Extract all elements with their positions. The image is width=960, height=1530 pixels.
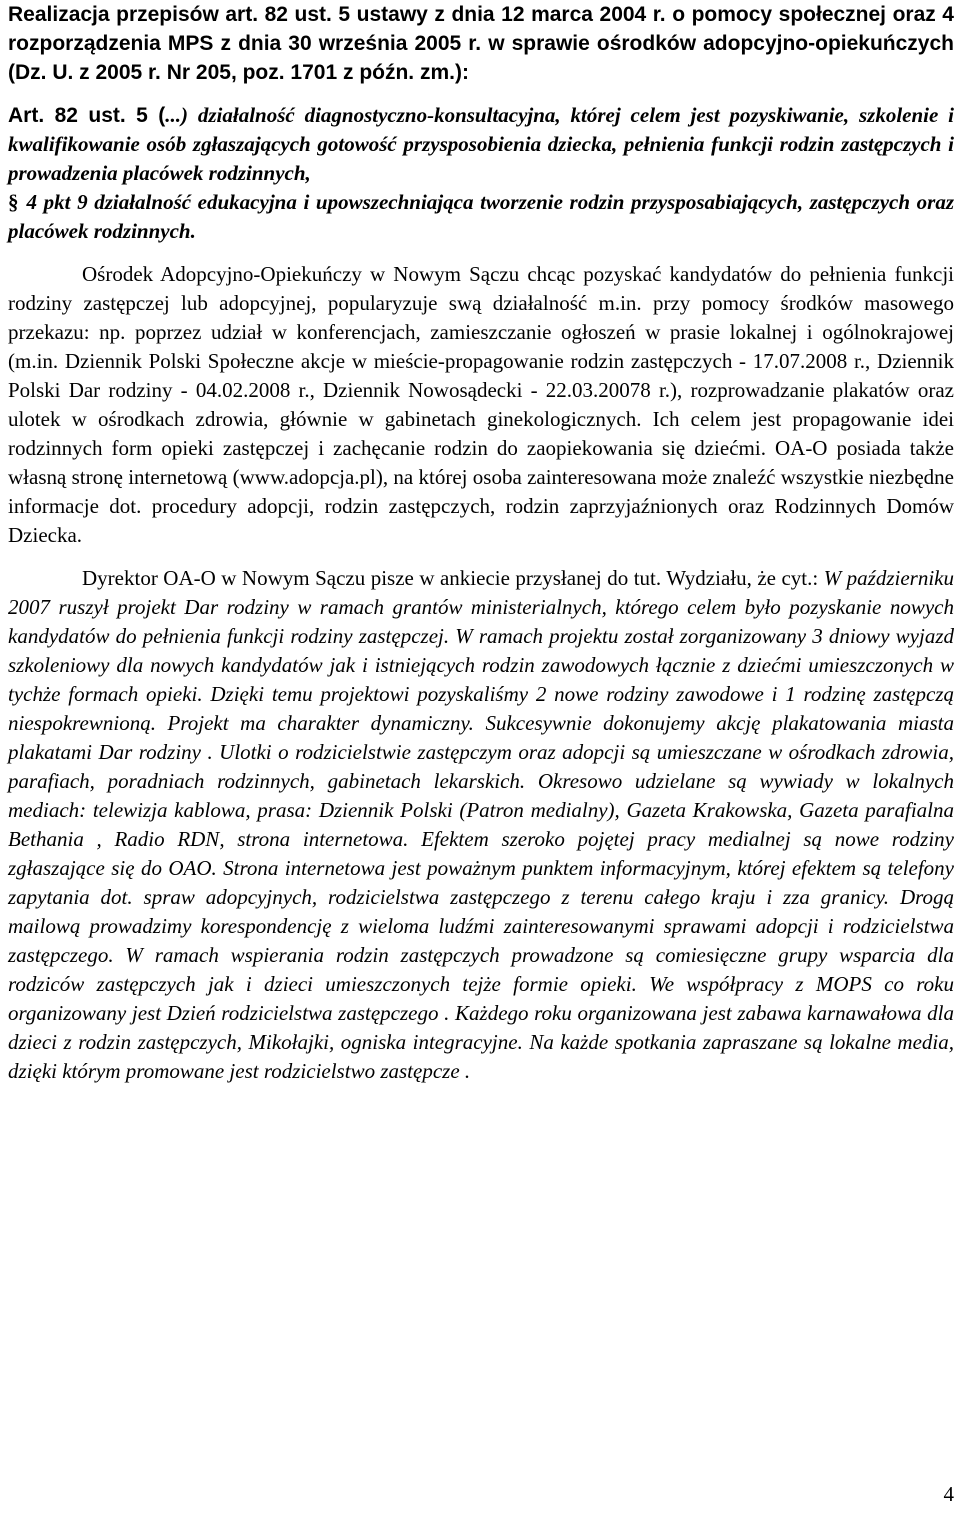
document-page — [8, 0, 954, 1086]
quote-text: W październiku 2007 ruszył projekt Dar rodziny w ramach grantów ministerialnych, którego celem było pozyskanie nowych kandydatów do pełnienia funkcji rodziny zastępczej. W ramach projektu został zorganizowany 3 dniowy wyjazd szkoleniowy dla nowych kandydatów jak i istniejących rodzin zawodowych łącznie z dziećmi umieszczonych w tychże formach opieki. Dzięki temu projektowi pozyskaliśmy 2 nowe rodziny zawodowe i 1 rodzinę zastępczą niespokrewnioną. Projekt ma charakter dynamiczny. Sukcesywnie dokonujemy akcję plakatowania miasta plakatami Dar rodziny . Ulotki o rodzicielstwie zastępczym oraz adopcji są umieszczane w ośrodkach zdrowia, parafiach, poradniach rodzinnych, gabinetach lekarskich. Okresowo udzielane są wywiady w lokalnych mediach: telewizja kablowa, prasa: Dziennik Polski (Patron medialny), Gazeta Krakowska, Gazeta parafialna Bethania , Radio RDN, strona internetowa. Efektem szeroko pojętej pracy medialnej są nowe rodziny zgłaszające się do OAO. Strona internetowa jest poważnym punktem informacyjnym, której efektem są telefony zapytania dot. spraw adopcyjnych, rodzicielstwa zastępczego z terenu całego kraju i zza granicy. Drogą mailową prowadzimy korespondencję z wieloma ludźmi zainteresowanymi sprawami adopcji i rodzicielstwa zastępczego. W ramach wspierania rodzin zastępczych prowadzone są comiesięczne grupy wsparcia dla rodziców zastępczych jak i dzieci umieszczonych tejże formie opieki. We współpracy z MOPS co roku organizowany jest Dzień rodzicielstwa zastępczego . Każdego roku organizowana jest zabawa karnawałowa dla dzieci z rodzin zastępczych, Mikołajki, ogniska integracyjne. Na każde spotkania zapraszane są lokalne media, dzięki którym promowane jest rodzicielstwo zastępcze . — [8, 566, 954, 1083]
article-text: ...) działalność diagnostyczno-konsultacyjna, której celem jest pozyskiwanie, szkolenie i kwalifikowanie osób zgłaszających gotowość przysposobienia dziecka, pełnienia funkcji rodzin zastępczych i prowadzenia placówek rodzinnych, — [8, 103, 955, 185]
article-reference: Art. 82 ust. 5 ( — [8, 104, 166, 127]
paragraph-outreach: Ośrodek Adopcyjno-Opiekuńczy w Nowym Sączu chcąc pozyskać kandydatów do pełnienia funkcji rodziny zastępczej lub adopcyjnej, popularyzuje swą działalność m.in. przy pomocy środków masowego przekazu: np. poprzez udział w konferencjach, zamieszczanie ogłoszeń w prasie lokalnej i ogólnokrajowej (m.in. Dziennik Polski Społeczne akcje w mieście-propagowanie rodzin zastępczych - 17.07.2008 r., Dziennik Polski Dar rodziny - 04.02.2008 r., Dziennik Nowosądecki - 22.03.20078 r.), rozprowadzanie plakatów oraz ulotek w ośrodkach zdrowia, głównie w gabinetach ginekologicznych. Ich celem jest propagowanie idei rodzinnych form opieki zastępczej i zachęcanie rodzin do zaopiekowania się dziećmi. OA-O posiada także własną stronę internetową (www.adopcja.pl), na której osoba zainteresowana może znaleźć wszystkie niezbędne informacje dot. procedury adopcji, rodzin zastępczych, rodzin zaprzyjaźnionych oraz Rodzinnych Domów Dziecka. — [8, 262, 954, 547]
document-heading: Realizacja przepisów art. 82 ust. 5 ustawy z dnia 12 marca 2004 r. o pomocy społecznej oraz 4 rozporządzenia MPS z dnia 30 września 2005 r. w sprawie ośrodków adopcyjno-opiekuńczych (Dz. U. z 2005 r. Nr 205, poz. 1701 z późn. zm.): — [8, 3, 954, 84]
article-bullet-text: 4 pkt 9 działalność edukacyjna i upowszechniająca tworzenie rodzin przysposabiających, zastępczych oraz placówek rodzinnych. — [8, 190, 954, 243]
article-quote — [8, 101, 954, 246]
section-symbol-icon: § — [8, 190, 19, 214]
paragraph-director-quote — [8, 564, 954, 1086]
page-number: 4 — [943, 1482, 954, 1506]
quote-intro: Dyrektor OA-O w Nowym Sączu pisze w ankiecie przysłanej do tut. Wydziału, że cyt.: — [82, 566, 824, 590]
